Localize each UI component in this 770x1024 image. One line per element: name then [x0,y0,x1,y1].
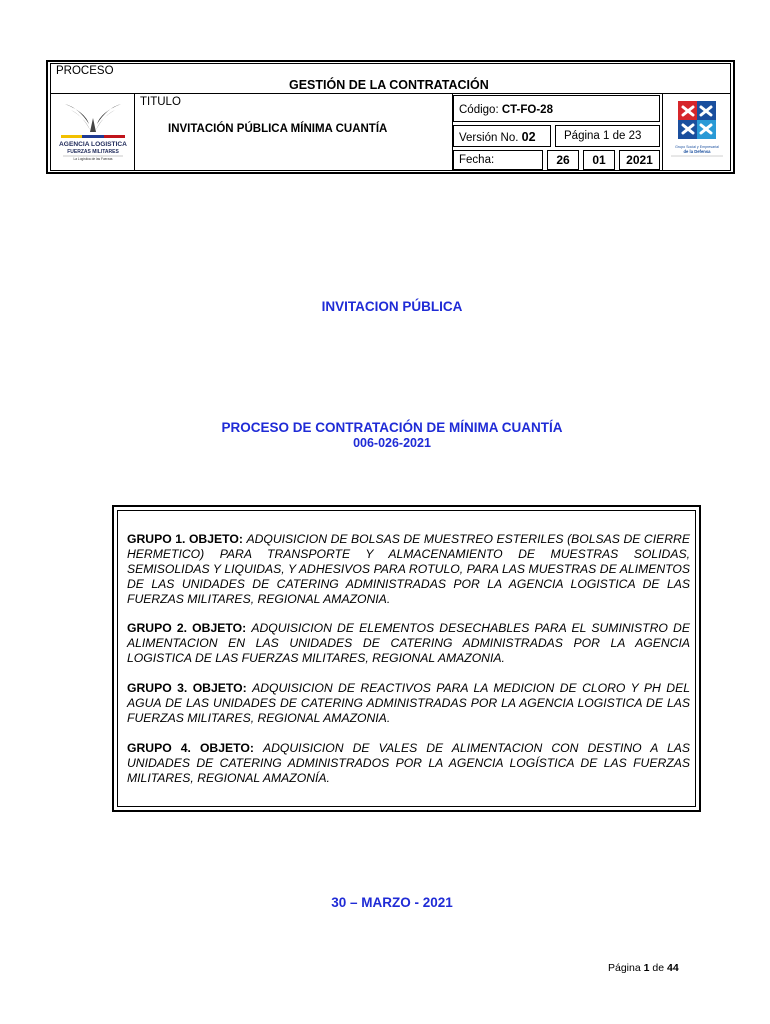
grupo-3-text: ADQUISICION DE REACTIVOS PARA LA MEDICION DE CLORO Y PH DEL AGUA DE LAS UNIDADES DE CATERING ADMINISTRADAS POR LA AGENCIA LOGISTICA DE LAS FUERZAS MILITARES, REGIONAL AMAZONIA. [127,681,690,725]
grupo-4-label: GRUPO 4. OBJETO: [127,741,254,755]
fecha-mes-cell [583,150,615,170]
proceso-row [51,64,730,94]
codigo-value: CT-FO-28 [501,104,553,116]
fecha-dia: 26 [556,153,570,167]
logo-left-line2: FUERZAS MILITARES [67,149,119,155]
grupo-2-label: GRUPO 2. OBJETO: [127,621,247,635]
grupo-1-paragraph [127,532,690,607]
grupo-2-paragraph [127,621,690,666]
logo-right-cell [662,94,730,170]
fecha-dia-cell [547,150,579,170]
logo-right-line1: Grupo Social y Empresarial [675,145,719,149]
fecha-anio-cell [619,150,660,170]
logo-left-line3: La Logística de las Fuerzas [73,157,113,161]
grupo-3-label: GRUPO 3. OBJETO: [127,681,247,695]
codigo-label: Código: [459,104,499,116]
footer-page-current: 1 [643,962,650,974]
fecha-label: Fecha: [459,154,495,166]
version-cell [453,125,551,147]
process-subtitle: PROCESO DE CONTRATACIÓN DE MÍNIMA CUANTÍA [221,420,563,435]
fecha-mes: 01 [592,153,606,167]
logo-right-line2: de la Defensa [683,149,711,154]
grupo-4-text: ADQUISICION DE VALES DE ALIMENTACION CON DESTINO A LAS UNIDADES DE CATERING ADMINISTRADOS POR LA AGENCIA LOGÍSTICA DE LAS FUERZAS MILITARES, REGIONAL AMAZONÍA. [127,741,690,785]
titulo-label: TITULO [140,96,181,108]
footer-page-prefix: Página [608,962,641,974]
page-title: INVITACION PÚBLICA [321,299,463,314]
fecha-anio: 2021 [626,153,653,167]
header-table [50,63,731,171]
titulo-cell [135,94,453,170]
version-label: Versión No. [459,132,519,144]
logo-left-cell [51,94,135,170]
grupo-1-text: ADQUISICION DE BOLSAS DE MUESTREO ESTERILES (BOLSAS DE CIERRE HERMETICO) PARA TRANSPORTE Y ALMACENAMIENTO DE MUESTRAS SOLIDAS, SEMISOLIDAS Y LIQUIDAS, Y ADHESIVOS PARA ROTULO, PARA LAS MUESTRAS DE ALIMENTOS DE LAS UNIDADES DE CATERING ADMINISTRADAS POR LA AGENCIA LOGISTICA DE LAS FUERZAS MILITARES, REGIONAL AMAZONIA. [127,532,690,606]
proceso-value: GESTIÓN DE LA CONTRATACIÓN [289,78,489,92]
grupo-social-defensa-logo [667,99,727,165]
grupo-4-paragraph [127,741,690,786]
proceso-label: PROCESO [56,65,114,77]
pagina-header-cell [555,125,660,147]
titulo-value: INVITACIÓN PÚBLICA MÍNIMA CUANTÍA [168,123,388,135]
objetos-box-inner [117,510,696,807]
grupo-2-text: ADQUISICION DE ELEMENTOS DESECHABLES PARA EL SUMINISTRO DE ALIMENTACION EN LAS UNIDADES DE CATERING ADMINISTRADAS POR LA AGENCIA LOGISTICA DE LAS FUERZAS MILITARES, REGIONAL AMAZONIA. [127,621,690,665]
grupo-1-label: GRUPO 1. OBJETO: [127,532,243,546]
agencia-logistica-logo [59,98,127,164]
fecha-cell [453,150,543,170]
objetos-box [112,505,701,812]
logo-left-line1: AGENCIA LOGISTICA [59,141,127,148]
footer-page-sep: de [652,962,665,974]
codigo-cell [453,95,660,122]
document-date: 30 – MARZO - 2021 [331,895,453,910]
process-number: 006-026-2021 [353,436,431,450]
footer-page-total: 44 [667,962,679,974]
version-value: 02 [521,130,536,144]
grupo-3-paragraph [127,681,690,726]
footer-page-number [608,962,679,974]
pagina-header-label: Página 1 de 23 [564,130,642,142]
